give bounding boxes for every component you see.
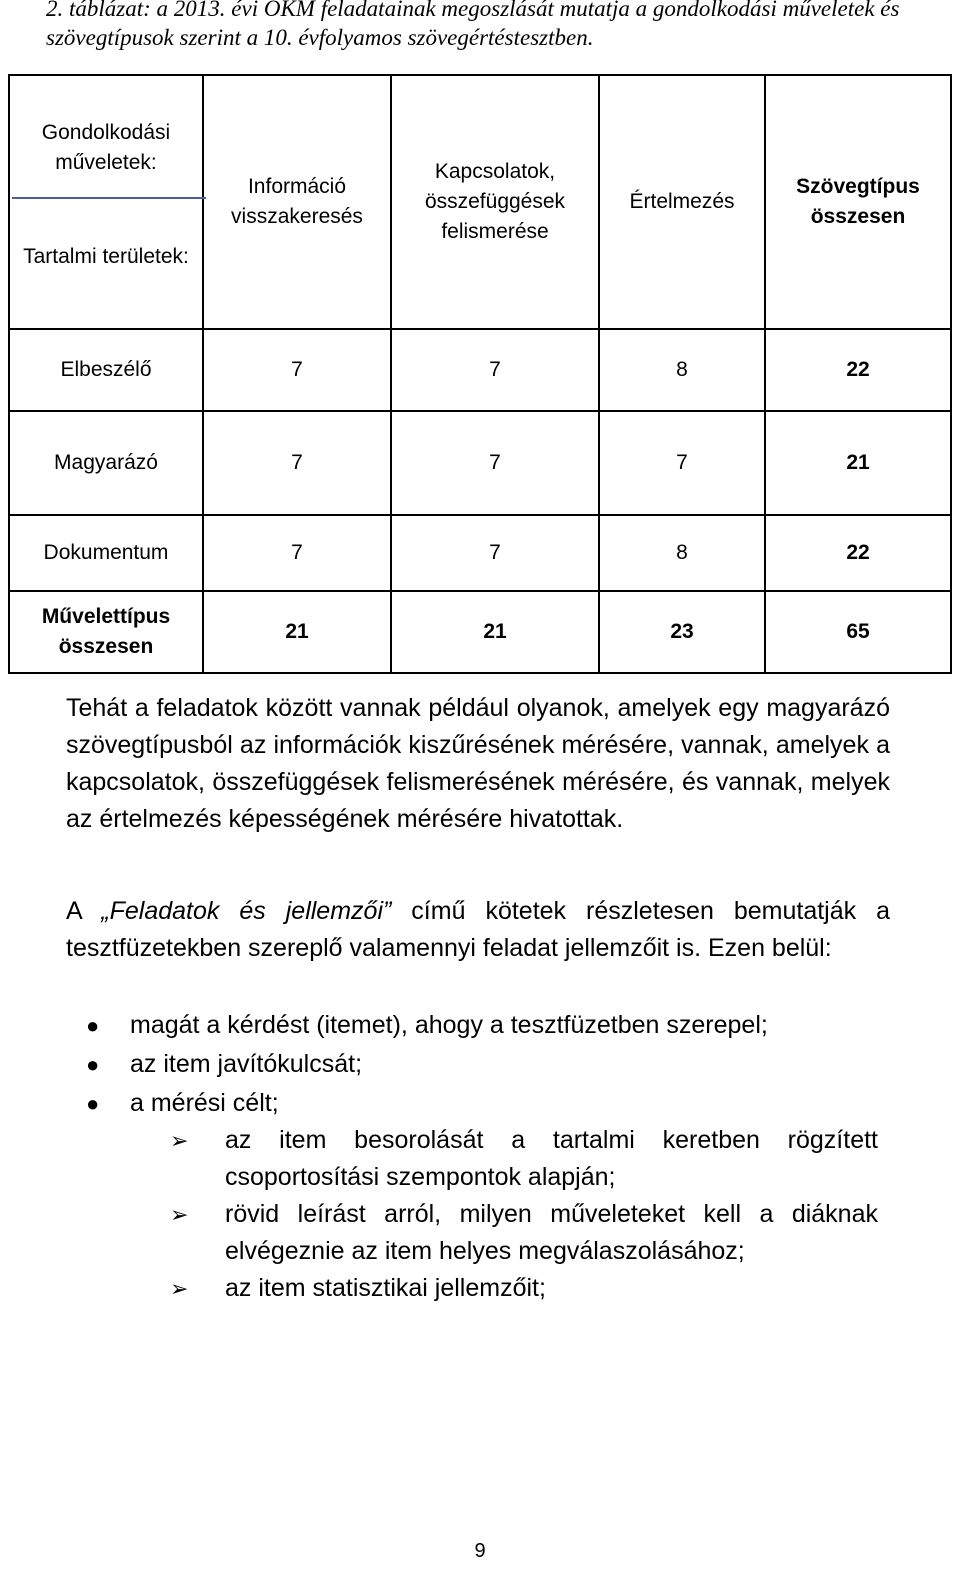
column-header: Értelmezés bbox=[599, 75, 765, 329]
arrow-bullet-icon: ➢ bbox=[170, 1276, 189, 1301]
table-row bbox=[9, 411, 951, 515]
sub-list-item bbox=[162, 1196, 878, 1270]
table-cell: 23 bbox=[599, 591, 765, 673]
table-cell: 22 bbox=[765, 515, 951, 591]
list-item bbox=[66, 1006, 890, 1045]
corner-top-label: Gondolkodási műveletek: bbox=[41, 121, 171, 174]
table-cell: 7 bbox=[391, 411, 599, 515]
sub-list-item-text: rövid leírást arról, milyen műveleteket kell a diáknak elvégeznie az item helyes megválaszolásához; bbox=[225, 1200, 878, 1265]
table-header-row bbox=[9, 75, 951, 329]
table-total-row bbox=[9, 591, 951, 673]
row-label: Magyarázó bbox=[9, 411, 203, 515]
row-label: Dokumentum bbox=[9, 515, 203, 591]
table-cell: 7 bbox=[599, 411, 765, 515]
page-number: 9 bbox=[474, 1540, 486, 1562]
table-cell: 21 bbox=[765, 411, 951, 515]
table-cell: 21 bbox=[203, 591, 391, 673]
arrow-bullet-icon: ➢ bbox=[170, 1128, 189, 1153]
sub-list-item-text: az item statisztikai jellemzőit; bbox=[225, 1274, 546, 1302]
publication-title: „Feladatok és jellemzői” bbox=[101, 897, 392, 925]
column-header: Szövegtípus összesen bbox=[765, 75, 951, 329]
table-cell: 8 bbox=[599, 515, 765, 591]
sub-list-item-text: az item besorolását a tartalmi keretben rögzített csoportosítási szempontok alapján; bbox=[225, 1126, 878, 1191]
table-cell: 22 bbox=[765, 329, 951, 411]
bullet-icon: ● bbox=[86, 1091, 100, 1116]
table-cell: 7 bbox=[203, 515, 391, 591]
list-item-text: magát a kérdést (itemet), ahogy a tesztfüzetben szerepel; bbox=[130, 1011, 768, 1039]
paragraph-2-lead: A bbox=[66, 897, 102, 925]
corner-bottom-label: Tartalmi területek: bbox=[23, 245, 189, 268]
paragraph-1: Tehát a feladatok között vannak például olyanok, amelyek egy magyarázó szövegtípusból az információk kiszűrésének mérésére, vannak, amelyek a kapcsolatok, összefüggések felismerésének mérésére, és vannak, melyek az értelmezés képességének mérésére hivatottak. bbox=[66, 694, 890, 833]
corner-cell bbox=[9, 75, 203, 329]
column-header: Kapcsolatok, összefüggések felismerése bbox=[391, 75, 599, 329]
arrow-bullet-icon: ➢ bbox=[170, 1202, 189, 1227]
paragraph-2 bbox=[66, 893, 890, 967]
table-cell: 7 bbox=[391, 329, 599, 411]
sub-list-item bbox=[162, 1122, 878, 1196]
table-cell: 21 bbox=[391, 591, 599, 673]
list-item bbox=[66, 1084, 890, 1123]
sub-bullet-list bbox=[162, 1122, 878, 1307]
bullet-list bbox=[66, 1006, 890, 1123]
data-table bbox=[8, 74, 952, 674]
row-label: Elbeszélő bbox=[9, 329, 203, 411]
list-item bbox=[66, 1045, 890, 1084]
table-cell: 7 bbox=[391, 515, 599, 591]
table-cell: 7 bbox=[203, 329, 391, 411]
table-cell: 8 bbox=[599, 329, 765, 411]
corner-divider bbox=[12, 197, 206, 199]
table-row bbox=[9, 329, 951, 411]
row-label: Művelettípus összesen bbox=[9, 591, 203, 673]
table-cell: 7 bbox=[203, 411, 391, 515]
list-item-text: az item javítókulcsát; bbox=[130, 1050, 363, 1078]
sub-list-item bbox=[162, 1270, 878, 1307]
table-caption: 2. táblázat: a 2013. évi OKM feladatainak megoszlását mutatja a gondolkodási műveletek és szövegtípusok szerint a 10. évfolyamos szövegértéstesztben. bbox=[46, 0, 900, 50]
paragraph-2-rest: című kötetek részletesen bemutatják a tesztfüzetekben szereplő valamennyi feladat jellemzőit is. Ezen belül: bbox=[66, 897, 890, 962]
bullet-icon: ● bbox=[86, 1052, 100, 1077]
table-row bbox=[9, 515, 951, 591]
column-header: Információ visszakeresés bbox=[203, 75, 391, 329]
table-cell: 65 bbox=[765, 591, 951, 673]
bullet-icon: ● bbox=[86, 1013, 100, 1038]
list-item-text: a mérési célt; bbox=[130, 1089, 279, 1117]
